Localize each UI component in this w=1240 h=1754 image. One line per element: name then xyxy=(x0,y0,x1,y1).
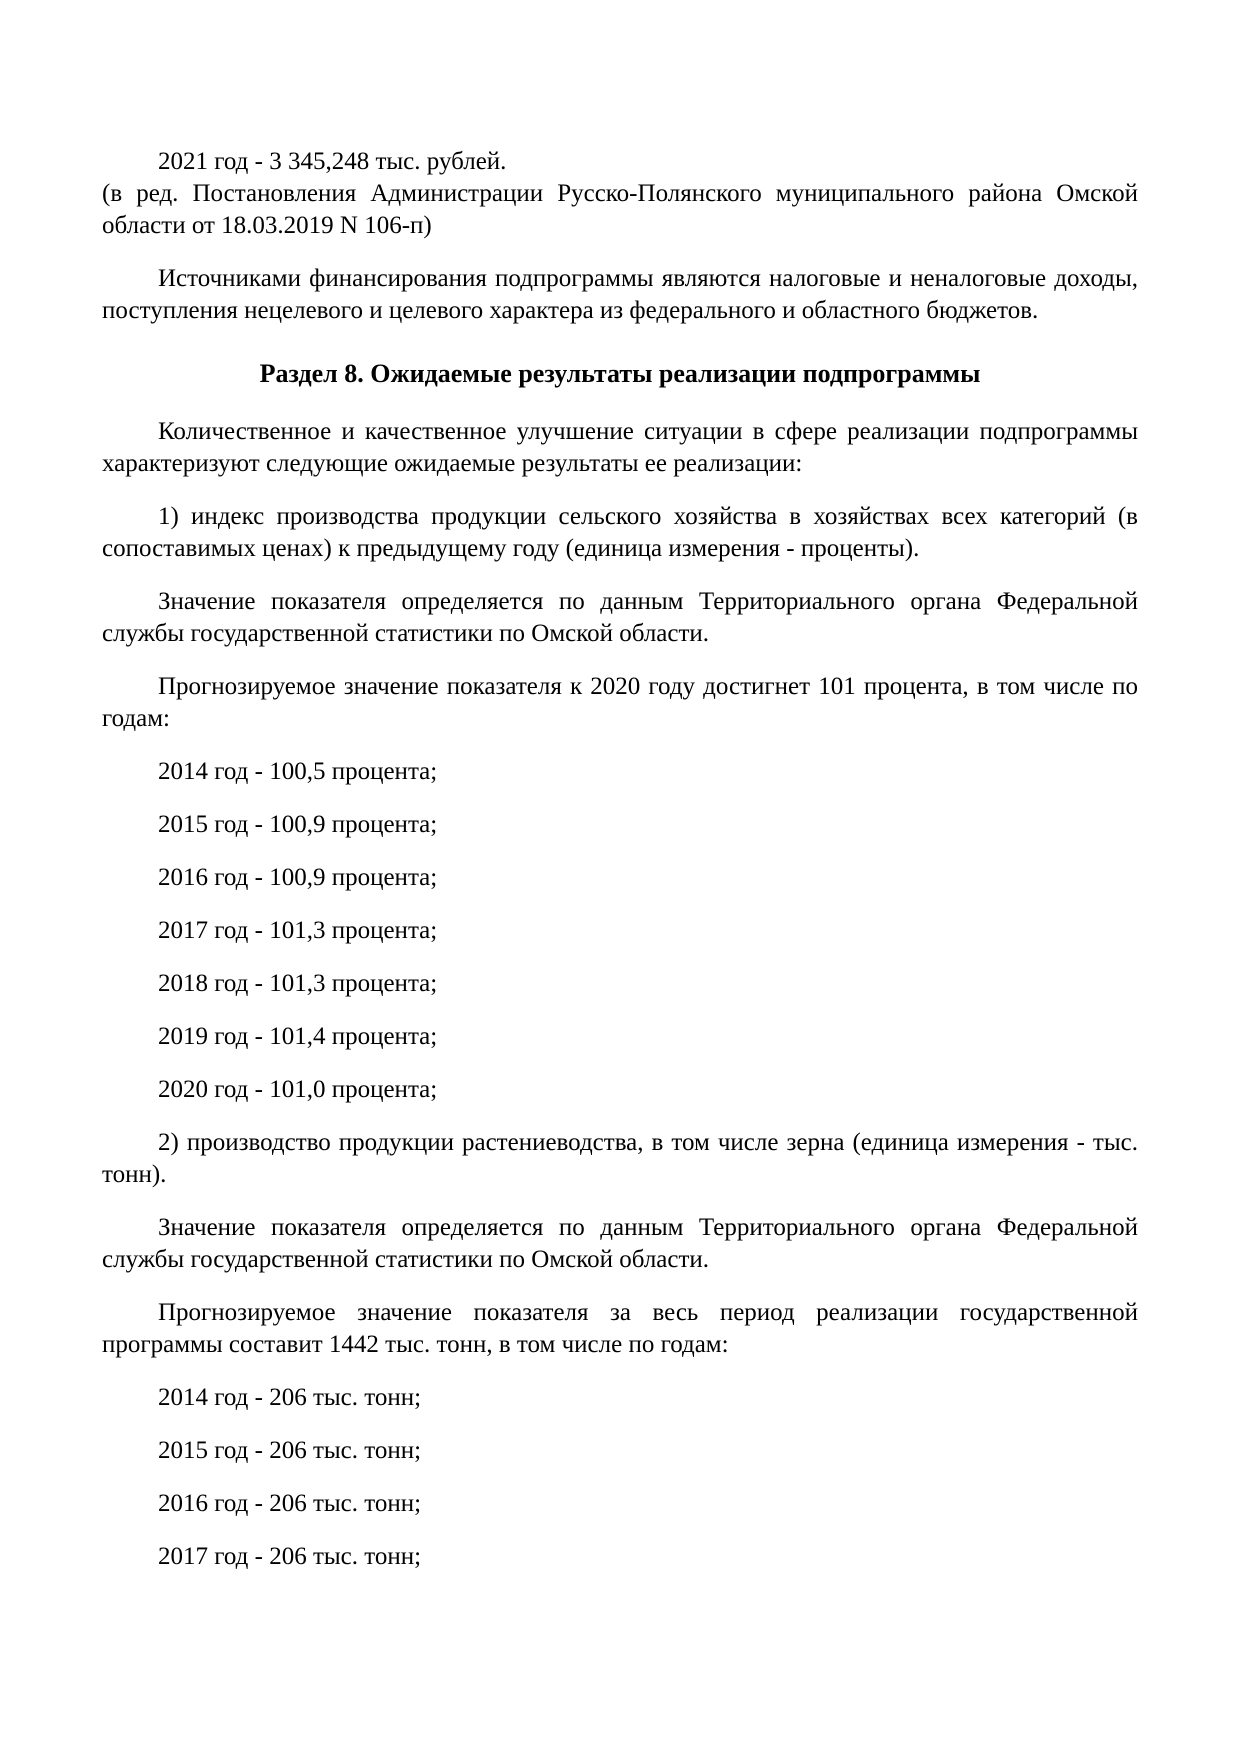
indicator1-year-2017: 2017 год - 101,3 процента; xyxy=(158,917,438,944)
budget-line-2021: 2021 год - 3 345,248 тыс. рублей. xyxy=(158,148,507,175)
indicator2-year-2015: 2015 год - 206 тыс. тонн; xyxy=(158,1437,422,1464)
indicator1-year-2014: 2014 год - 100,5 процента; xyxy=(158,758,438,785)
results-intro-paragraph: Количественное и качественное улучшение ситуации в сфере реализации подпрограммы характеризуют следующие ожидаемые результаты ее реализации: xyxy=(102,418,1138,477)
indicator1-year-2016: 2016 год - 100,9 процента; xyxy=(158,864,438,891)
indicator2-source: Значение показателя определяется по данным Территориального органа Федеральной службы государственной статистики по Омской области. xyxy=(102,1214,1138,1273)
indicator2-year-2017: 2017 год - 206 тыс. тонн; xyxy=(158,1543,422,1570)
indicator1-year-2020: 2020 год - 101,0 процента; xyxy=(158,1076,438,1103)
document-content xyxy=(102,146,1138,1594)
indicator2-year-2016: 2016 год - 206 тыс. тонн; xyxy=(158,1490,422,1517)
funding-sources-paragraph: Источниками финансирования подпрограммы являются налоговые и неналоговые доходы, поступления нецелевого и целевого характера из федерального и областного бюджетов. xyxy=(102,265,1138,324)
indicator1-year-2018: 2018 год - 101,3 процента; xyxy=(158,970,438,997)
indicator1-year-2015: 2015 год - 100,9 процента; xyxy=(158,811,438,838)
indicator2-forecast: Прогнозируемое значение показателя за весь период реализации государственной программы составит 1442 тыс. тонн, в том числе по годам: xyxy=(102,1299,1138,1358)
amendment-note: (в ред. Постановления Администрации Русско-Полянского муниципального района Омской области от 18.03.2019 N 106-п) xyxy=(102,180,1138,239)
indicator1-year-2019: 2019 год - 101,4 процента; xyxy=(158,1023,438,1050)
indicator2-definition: 2) производство продукции растениеводства, в том числе зерна (единица измерения - тыс. тонн). xyxy=(102,1129,1138,1188)
indicator1-definition: 1) индекс производства продукции сельского хозяйства в хозяйствах всех категорий (в сопоставимых ценах) к предыдущему году (единица измерения - проценты). xyxy=(102,503,1138,562)
indicator2-year-2014: 2014 год - 206 тыс. тонн; xyxy=(158,1384,422,1411)
indicator1-source: Значение показателя определяется по данным Территориального органа Федеральной службы государственной статистики по Омской области. xyxy=(102,588,1138,647)
section-8-heading: Раздел 8. Ожидаемые результаты реализации подпрограммы xyxy=(259,359,981,388)
indicator1-forecast: Прогнозируемое значение показателя к 2020 году достигнет 101 процента, в том числе по годам: xyxy=(102,673,1138,732)
